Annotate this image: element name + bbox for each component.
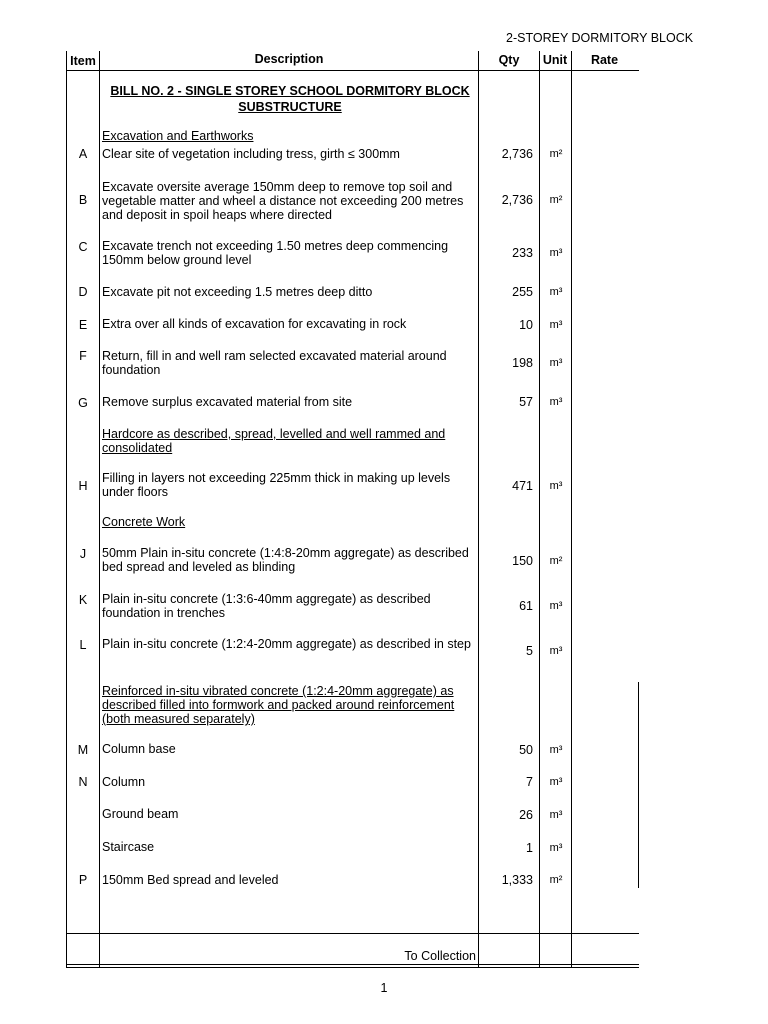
item-description: Plain in-situ concrete (1:3:6-40mm aggregate) as described foundation in trenches <box>102 592 431 620</box>
item-description: Extra over all kinds of excavation for excavating in rock <box>102 317 407 331</box>
item-code: J <box>79 547 87 561</box>
item-code: P <box>78 873 88 887</box>
item-code: C <box>78 240 88 254</box>
item-description: Filling in layers not exceeding 225mm thick in making up levels under floors <box>102 471 451 499</box>
item-description: Plain in-situ concrete (1:2:4-20mm aggregate) as described in step <box>102 637 471 651</box>
item-qty: 2,736 <box>501 193 533 207</box>
item-qty: 233 <box>512 246 533 260</box>
item-unit: m³ <box>549 357 563 369</box>
item-unit: m³ <box>549 396 563 408</box>
item-code: A <box>78 147 88 161</box>
item-code: H <box>78 479 88 493</box>
item-description: Return, fill in and well ram selected excavated material around foundation <box>102 349 447 377</box>
item-unit: m³ <box>549 480 563 492</box>
item-unit: m³ <box>549 842 563 854</box>
column-header-rate: Rate <box>590 53 619 67</box>
item-unit: m² <box>549 194 563 206</box>
item-description: Ground beam <box>102 807 179 821</box>
item-description: Clear site of vegetation including tress, girth ≤ 300mm <box>102 147 400 161</box>
item-qty: 5 <box>526 644 533 658</box>
item-description: 50mm Plain in-situ concrete (1:4:8-20mm aggregate) as described bed spread and leveled as blinding <box>102 546 469 574</box>
item-qty: 2,736 <box>501 147 533 161</box>
item-qty: 7 <box>526 775 533 789</box>
page-number: 1 <box>380 981 388 995</box>
item-unit: m³ <box>549 286 563 298</box>
item-qty: 1 <box>526 841 533 855</box>
item-unit: m² <box>549 148 563 160</box>
item-unit: m² <box>549 874 563 886</box>
bill-title-line2: SUBSTRUCTURE <box>238 100 342 114</box>
item-code: L <box>79 638 87 652</box>
item-unit: m³ <box>549 776 563 788</box>
item-unit: m² <box>549 555 563 567</box>
page-header: 2-STOREY DORMITORY BLOCK <box>506 31 694 45</box>
item-code: M <box>77 743 89 757</box>
item-qty: 255 <box>512 285 533 299</box>
item-code: E <box>78 318 88 332</box>
item-qty: 198 <box>512 356 533 370</box>
to-collection-label: To Collection <box>404 949 476 963</box>
item-qty: 150 <box>512 554 533 568</box>
item-description: Column base <box>102 742 176 756</box>
item-qty: 471 <box>512 479 533 493</box>
item-unit: m³ <box>549 319 563 331</box>
column-header-description: Description <box>254 52 324 66</box>
item-description: Remove surplus excavated material from site <box>102 395 353 409</box>
item-code: G <box>78 396 88 410</box>
item-qty: 26 <box>519 808 533 822</box>
section-heading-reinforced: Reinforced in-situ vibrated concrete (1:2:4-20mm aggregate) as described filled into formwork and packed around reinforcement (both measured separately) <box>102 684 455 726</box>
column-header-qty: Qty <box>498 53 520 67</box>
item-qty: 57 <box>519 395 533 409</box>
item-qty: 10 <box>519 318 533 332</box>
item-unit: m³ <box>549 645 563 657</box>
item-unit: m³ <box>549 744 563 756</box>
item-code: F <box>79 349 87 363</box>
item-unit: m³ <box>549 247 563 259</box>
item-code: K <box>78 593 88 607</box>
column-header-item: Item <box>70 54 96 68</box>
bill-title-line1: BILL NO. 2 - SINGLE STOREY SCHOOL DORMITORY BLOCK <box>110 84 470 98</box>
item-description: 150mm Bed spread and leveled <box>102 873 279 887</box>
item-description: Excavate oversite average 150mm deep to remove top soil and vegetable matter and wheel a distance not exceeding 200 metres and deposit in spoil heaps where directed <box>102 180 464 222</box>
item-description: Excavate pit not exceeding 1.5 metres deep ditto <box>102 285 373 299</box>
item-qty: 1,333 <box>501 873 533 887</box>
section-heading-excavation: Excavation and Earthworks <box>102 129 254 143</box>
item-code: B <box>78 193 88 207</box>
item-code: N <box>78 775 88 789</box>
item-unit: m³ <box>549 600 563 612</box>
section-heading-hardcore: Hardcore as described, spread, levelled and well rammed and consolidated <box>102 427 446 455</box>
section-heading-concrete: Concrete Work <box>102 515 186 529</box>
item-unit: m³ <box>549 809 563 821</box>
item-qty: 50 <box>519 743 533 757</box>
item-description: Column <box>102 775 146 789</box>
item-description: Staircase <box>102 840 155 854</box>
column-header-unit: Unit <box>542 53 568 67</box>
item-qty: 61 <box>519 599 533 613</box>
item-code: D <box>78 285 88 299</box>
item-description: Excavate trench not exceeding 1.50 metres deep commencing 150mm below ground level <box>102 239 449 267</box>
